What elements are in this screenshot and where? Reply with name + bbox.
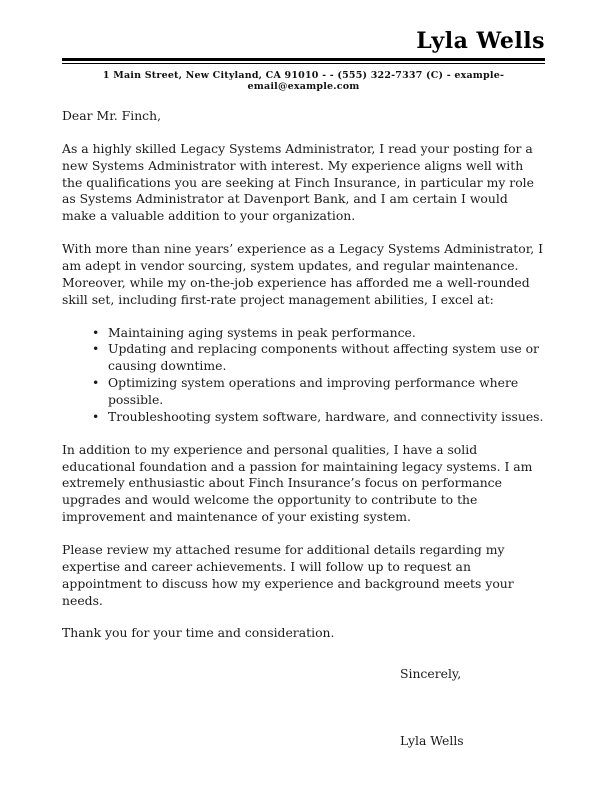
body-paragraph-3: In addition to my experience and personal qualities, I have a solid educational foundation and a passion for maintaining legacy systems. I am extremely enthusiastic about Finch Insurance’s focus on performance upgrades and would welcome the opportunity to contribute to the improvement and maintenance of your existing system. bbox=[62, 441, 533, 525]
body-paragraph-1: As a highly skilled Legacy Systems Administrator, I read your posting for a new Systems Administrator with interest. My experience aligns well with the qualifications you are seeking at Finch Insurance, in particular my role as Systems Administrator at Davenport Bank, and I am certain I would make a valuable addition to your organization. bbox=[62, 140, 534, 224]
bullet-item: • Maintaining aging systems in peak performance. bbox=[92, 325, 545, 342]
bullet-item: • Updating and replacing components without affecting system use or causing downtime. bbox=[92, 341, 545, 375]
signoff: Sincerely, bbox=[400, 666, 462, 682]
letter-body bbox=[62, 108, 545, 750]
letter-header bbox=[62, 28, 545, 54]
contact-line: 1 Main Street, New Cityland, CA 91010 - - (555) 322-7337 (C) - example-email@example.com bbox=[102, 70, 505, 92]
closing-thanks: Thank you for your time and consideration. bbox=[62, 625, 335, 641]
salutation: Dear Mr. Finch, bbox=[62, 108, 162, 123]
body-paragraph-4: Please review my attached resume for additional details regarding my expertise and career achievements. I will follow up to request an appointment to discuss how my experience and background meets your needs. bbox=[62, 542, 514, 608]
header-rule-thick bbox=[62, 58, 545, 61]
body-paragraph-2: With more than nine years’ experience as a Legacy Systems Administrator, I am adept in vendor sourcing, system updates, and regular maintenance. Moreover, while my on-the-job experience has afforded me a well-rounded skill set, including first-rate project management abilities, I excel at: bbox=[62, 241, 544, 307]
bullet-list bbox=[62, 325, 545, 426]
author-name: Lyla Wells bbox=[416, 28, 545, 54]
header-rule-thin bbox=[62, 63, 545, 64]
header-rule bbox=[62, 58, 545, 64]
bullet-item: • Troubleshooting system software, hardware, and connectivity issues. bbox=[92, 409, 545, 426]
bullet-item: • Optimizing system operations and improving performance where possible. bbox=[92, 375, 545, 409]
signature: Lyla Wells bbox=[400, 733, 464, 749]
